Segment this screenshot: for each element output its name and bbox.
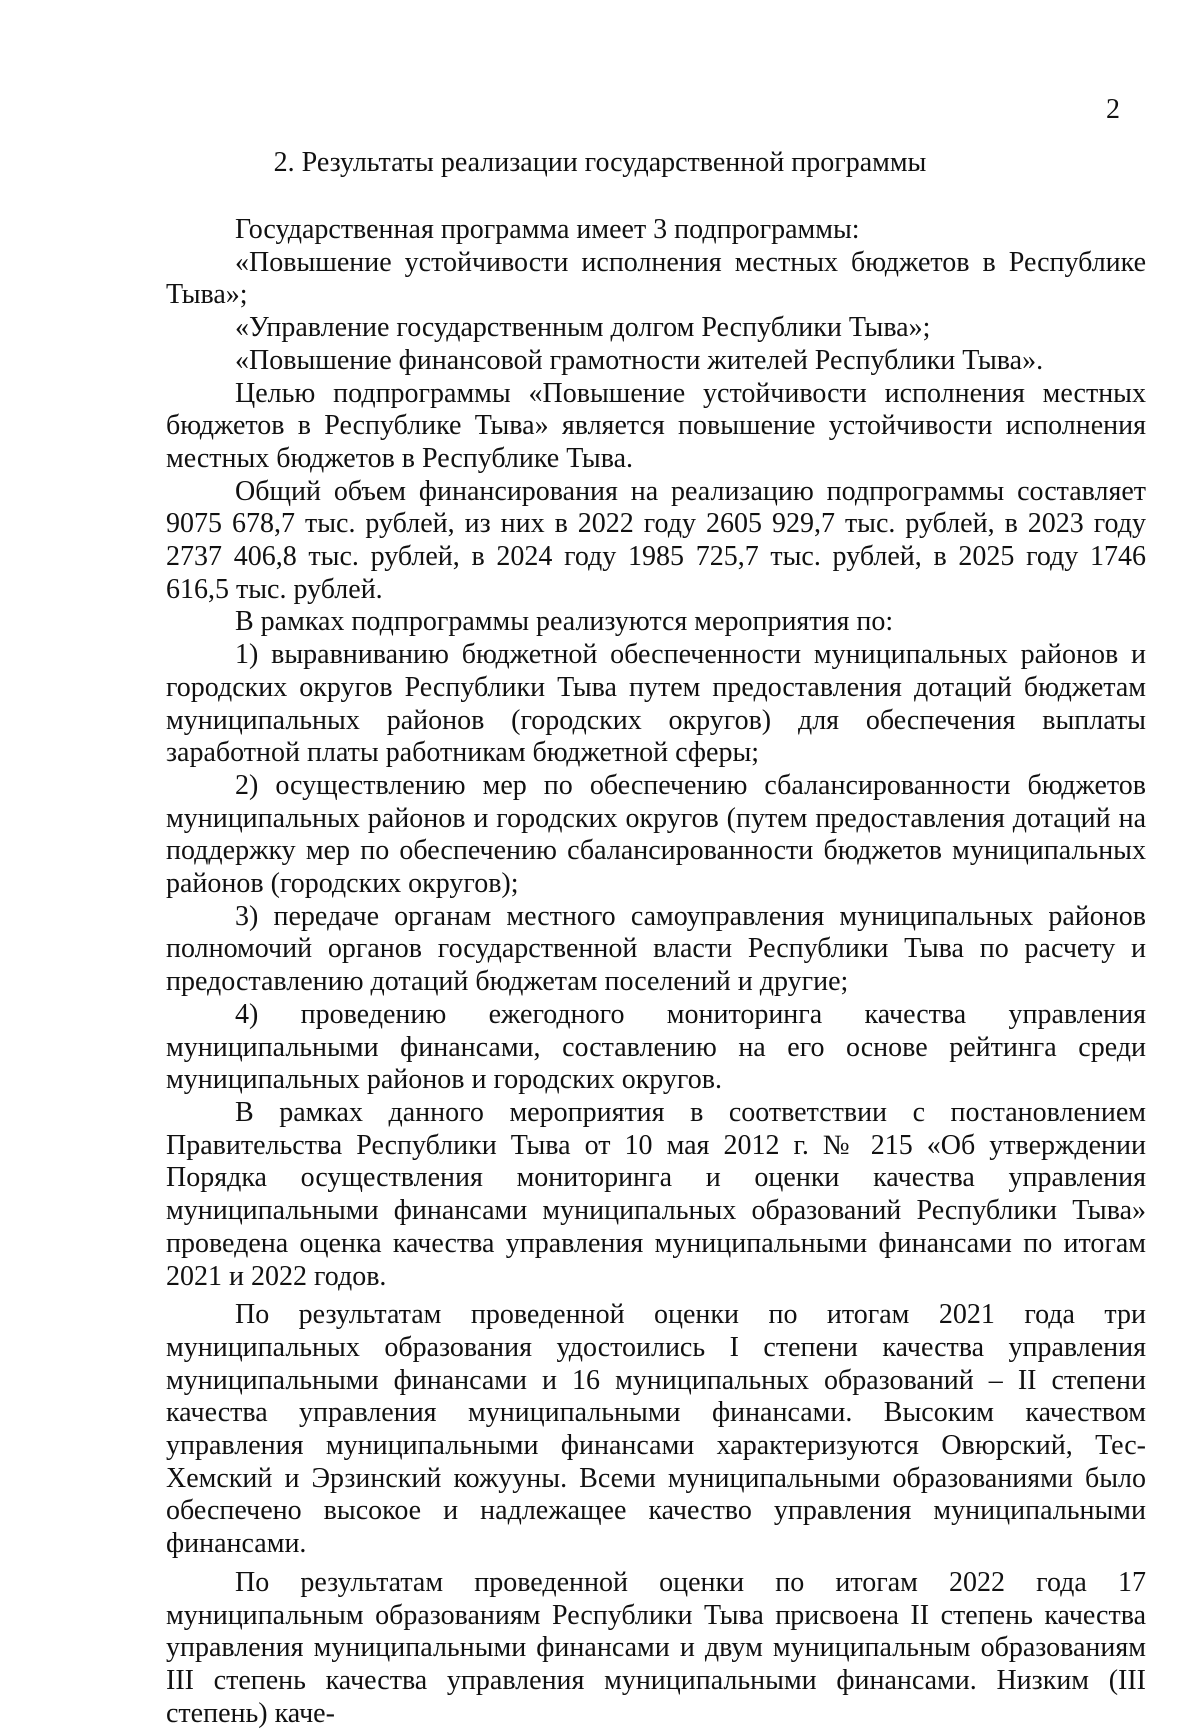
paragraph: «Управление государственным долгом Республики Тыва»; [235, 312, 931, 344]
paragraph: «Повышение устойчивости исполнения местных бюджетов в Республике Тыва»; [166, 246, 1146, 311]
page-number: 2 [1106, 94, 1120, 125]
paragraph: 1) выравниванию бюджетной обеспеченности муниципальных районов и городских округов Республики Тыва путем предоставления дотаций бюджетам муниципальных районов (городских округов) для обеспечения выплаты заработной платы работникам бюджетной сферы; [166, 639, 1146, 769]
paragraph: 3) передаче органам местного самоуправления муниципальных районов полномочий органов государственной власти Республики Тыва по расчету и предоставлению дотаций бюджетам поселений и другие; [166, 900, 1146, 998]
section-title: 2. Результаты реализации государственной программы [273, 147, 927, 178]
paragraph: По результатам проведенной оценки по итогам 2021 года три муниципальных образования удостоились I степени качества управления муниципальными финансами и 16 муниципальных образований – II степени качества управления муниципальными финансами. Высоким качеством управления муниципальными финансами характеризуются Овюрский, Тес-Хемский и Эрзинский кожууны. Всеми муниципальными образованиями было обеспечено высокое и надлежащее качество управления муниципальными финансами. [166, 1299, 1146, 1560]
paragraph: В рамках подпрограммы реализуются мероприятия по: [235, 606, 894, 638]
paragraph: «Повышение финансовой грамотности жителей Республики Тыва». [235, 344, 1044, 376]
paragraph: В рамках данного мероприятия в соответствии с постановлением Правительства Республики Тыва от 10 мая 2012 г. № 215 «Об утверждении Порядка осуществления мониторинга и оценки качества управления муниципальными финансами муниципальных образований Республики Тыва» проведена оценка качества управления муниципальными финансами по итогам 2021 и 2022 годов. [166, 1096, 1146, 1292]
document-body [166, 214, 1146, 1730]
paragraph: Общий объем финансирования на реализацию подпрограммы составляет 9075 678,7 тыс. рублей, из них в 2022 году 2605 929,7 тыс. рублей, в 2023 году 2737 406,8 тыс. рублей, в 2024 году 1985 725,7 тыс. рублей, в 2025 году 1746 616,5 тыс. рублей. [166, 475, 1146, 605]
paragraph: 2) осуществлению мер по обеспечению сбалансированности бюджетов муниципальных районов и городских округов (путем предоставления дотаций на поддержку мер по обеспечению сбалансированности бюджетов муниципальных районов (городских округов); [166, 769, 1146, 900]
paragraph: Государственная программа имеет 3 подпрограммы: [235, 214, 860, 245]
paragraph: По результатам проведенной оценки по итогам 2022 года 17 муниципальным образованиям Республики Тыва присвоена II степень качества управления муниципальными финансами и двум муниципальным образованиям III степень качества управления муниципальными финансами. Низким (III степень) каче- [166, 1566, 1146, 1729]
paragraph: Целью подпрограммы «Повышение устойчивости исполнения местных бюджетов в Республике Тыва» является повышение устойчивости исполнения местных бюджетов в Республике Тыва. [166, 377, 1146, 474]
paragraph: 4) проведению ежегодного мониторинга качества управления муниципальными финансами, составлению на его основе рейтинга среди муниципальных районов и городских округов. [166, 998, 1146, 1096]
